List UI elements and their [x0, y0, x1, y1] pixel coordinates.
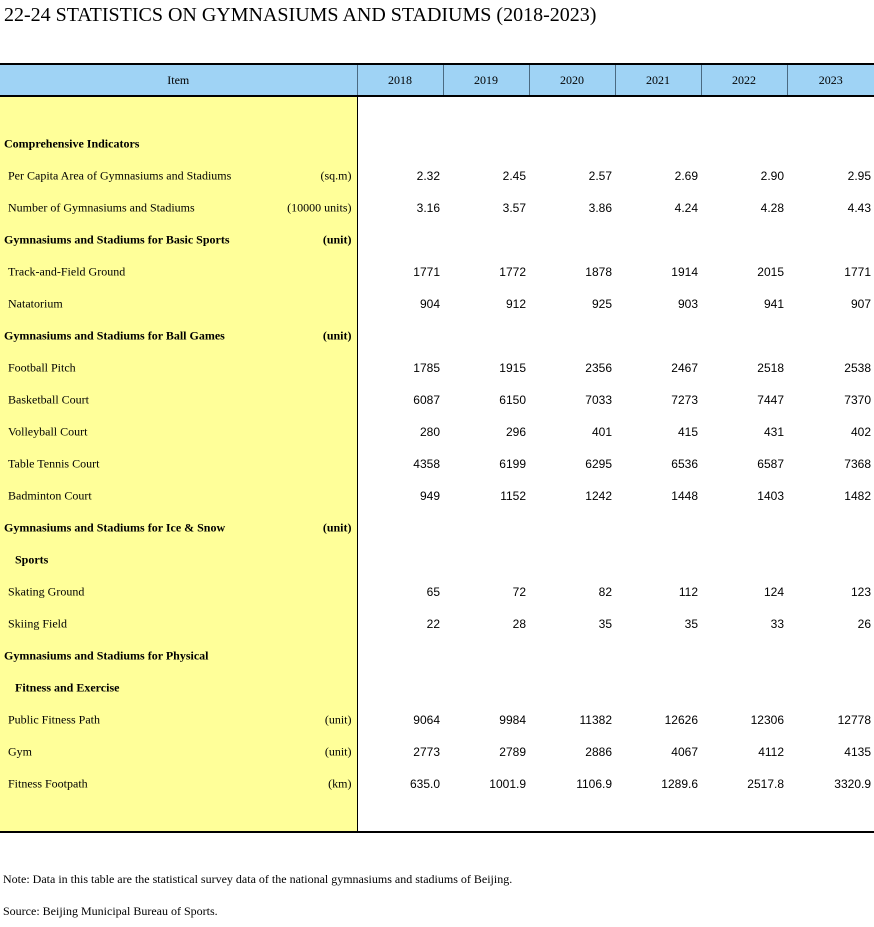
table-cell: 1106.9 — [576, 777, 612, 791]
row-label: Natatorium — [8, 296, 63, 311]
table-cell: 903 — [677, 297, 698, 311]
table-cell: 3.16 — [416, 201, 440, 215]
table-cell: 1448 — [671, 489, 698, 503]
table-cell: 2.45 — [502, 169, 526, 183]
header-year: 2020 — [529, 64, 615, 96]
section-row — [0, 512, 874, 544]
table-cell: 3320.9 — [834, 777, 871, 791]
table-cell: 1915 — [499, 361, 526, 375]
table-cell: 12778 — [837, 713, 871, 727]
table-cell: 4.24 — [674, 201, 698, 215]
row-unit: (unit) — [322, 328, 352, 343]
table-cell: 11382 — [579, 713, 612, 727]
table-cell: 12306 — [750, 713, 784, 727]
table-cell: 123 — [850, 585, 871, 599]
row-unit: (unit) — [324, 744, 352, 759]
table-cell: 6536 — [671, 457, 698, 471]
section-row — [0, 320, 874, 352]
header-year: 2019 — [443, 64, 529, 96]
table-cell: 401 — [591, 425, 612, 439]
table-cell: 6587 — [757, 457, 784, 471]
table-cell: 124 — [763, 585, 784, 599]
table-cell: 2886 — [585, 745, 612, 759]
table-cell: 9064 — [413, 713, 440, 727]
table-cell: 1771 — [413, 265, 440, 279]
row-label: Per Capita Area of Gymnasiums and Stadiums — [8, 168, 232, 183]
table-row — [0, 160, 874, 192]
table-cell: 2356 — [585, 361, 612, 375]
table-cell: 296 — [505, 425, 526, 439]
table-cell: 82 — [598, 585, 612, 599]
table-cell: 1289.6 — [661, 777, 698, 791]
table-cell: 1772 — [499, 265, 526, 279]
table-cell: 28 — [512, 617, 526, 631]
table-cell: 2467 — [671, 361, 698, 375]
table-cell: 2773 — [413, 745, 440, 759]
row-unit: (unit) — [324, 712, 352, 727]
row-unit: (unit) — [322, 232, 352, 247]
table-cell: 35 — [684, 617, 698, 631]
table-cell: 402 — [850, 425, 871, 439]
table-row — [0, 608, 874, 640]
table-cell: 6295 — [585, 457, 612, 471]
statistics-table — [0, 63, 874, 833]
table-note: Note: Data in this table are the statistical survey data of the national gymnasiums and stadiums of Beijing. — [3, 872, 513, 886]
table-cell: 1785 — [413, 361, 440, 375]
table-row — [0, 288, 874, 320]
section-row — [0, 672, 874, 704]
page-title: 22-24 STATISTICS ON GYMNASIUMS AND STADIUMS (2018-2023) — [4, 4, 597, 26]
table-cell: 4135 — [844, 745, 871, 759]
table-row — [0, 480, 874, 512]
table-cell: 431 — [763, 425, 784, 439]
row-label: Badminton Court — [8, 488, 92, 503]
row-label: Gymnasiums and Stadiums for Basic Sports — [4, 232, 230, 247]
row-label: Number of Gymnasiums and Stadiums — [8, 200, 195, 215]
table-cell: 1001.9 — [489, 777, 526, 791]
spacer-row — [0, 800, 874, 832]
table-cell: 3.86 — [588, 201, 612, 215]
row-label: Gymnasiums and Stadiums for Ice & Snow — [4, 520, 226, 535]
table-cell: 1403 — [757, 489, 784, 503]
row-unit: (10000 units) — [287, 200, 352, 215]
row-label: Track-and-Field Ground — [8, 264, 126, 279]
table-cell: 7447 — [757, 393, 784, 407]
row-label: Football Pitch — [8, 360, 76, 375]
table-cell: 1914 — [671, 265, 698, 279]
header-year: 2022 — [701, 64, 787, 96]
table-cell: 280 — [419, 425, 440, 439]
table-row — [0, 352, 874, 384]
row-unit: (sq.m) — [320, 168, 352, 183]
row-unit: (unit) — [322, 520, 352, 535]
table-row — [0, 448, 874, 480]
table-cell: 7370 — [844, 393, 871, 407]
row-label: Sports — [15, 552, 49, 567]
table-cell: 925 — [591, 297, 612, 311]
table-source: Source: Beijing Municipal Bureau of Sports. — [3, 904, 218, 918]
table-row — [0, 576, 874, 608]
table-cell: 2517.8 — [747, 777, 784, 791]
table-cell: 2.90 — [760, 169, 784, 183]
table-cell: 4.28 — [760, 201, 784, 215]
table-cell: 2.57 — [588, 169, 612, 183]
row-label: Fitness and Exercise — [15, 680, 120, 695]
table-cell: 4358 — [413, 457, 440, 471]
row-label: Gymnasiums and Stadiums for Physical — [4, 648, 209, 663]
table-cell: 7033 — [585, 393, 612, 407]
table-cell: 7273 — [671, 393, 698, 407]
table-cell: 9984 — [499, 713, 526, 727]
table-cell: 6087 — [413, 393, 440, 407]
table-cell: 12626 — [664, 713, 698, 727]
table-cell: 1771 — [844, 265, 871, 279]
table-cell: 1242 — [585, 489, 612, 503]
table-cell: 4067 — [671, 745, 698, 759]
table-cell: 26 — [857, 617, 871, 631]
table-cell: 1878 — [585, 265, 612, 279]
row-label: Volleyball Court — [8, 424, 88, 439]
row-label: Fitness Footpath — [8, 776, 88, 791]
table-cell: 949 — [419, 489, 440, 503]
table-row — [0, 384, 874, 416]
table-cell: 65 — [426, 585, 440, 599]
header-year: 2018 — [357, 64, 443, 96]
table-header-row — [0, 64, 874, 96]
table-row — [0, 704, 874, 736]
table-cell: 112 — [678, 585, 698, 599]
table-cell: 941 — [763, 297, 784, 311]
table-cell: 1152 — [500, 489, 526, 503]
section-row — [0, 640, 874, 672]
table-cell: 22 — [426, 617, 440, 631]
row-label: Gymnasiums and Stadiums for Ball Games — [4, 328, 225, 343]
table-cell: 2789 — [499, 745, 526, 759]
header-year: 2021 — [615, 64, 701, 96]
table-cell: 35 — [598, 617, 612, 631]
table-cell: 33 — [770, 617, 784, 631]
table-cell: 2.95 — [847, 169, 871, 183]
table-cell: 6199 — [499, 457, 526, 471]
table-cell: 6150 — [499, 393, 526, 407]
table-cell: 1482 — [844, 489, 871, 503]
table-cell: 912 — [505, 297, 526, 311]
table-row — [0, 416, 874, 448]
table-row — [0, 768, 874, 800]
table-cell: 72 — [512, 585, 526, 599]
row-label: Basketball Court — [8, 392, 89, 407]
section-row — [0, 544, 874, 576]
table-row — [0, 736, 874, 768]
table-cell: 635.0 — [409, 777, 440, 791]
table-cell: 2538 — [844, 361, 871, 375]
table-cell: 415 — [677, 425, 698, 439]
table-cell: 2.32 — [416, 169, 440, 183]
spacer-row — [0, 96, 874, 128]
row-label: Table Tennis Court — [8, 456, 100, 471]
section-row — [0, 224, 874, 256]
table-cell: 2.69 — [674, 169, 698, 183]
header-item: Item — [0, 64, 357, 96]
section-row — [0, 128, 874, 160]
row-label: Public Fitness Path — [8, 712, 101, 727]
row-label: Gym — [8, 744, 32, 759]
row-label: Comprehensive Indicators — [4, 136, 140, 151]
row-unit: (km) — [328, 776, 352, 791]
table-cell: 4.43 — [847, 201, 871, 215]
table-cell: 2015 — [757, 265, 784, 279]
table-cell: 904 — [419, 297, 440, 311]
row-label: Skiing Field — [8, 616, 68, 631]
table-row — [0, 256, 874, 288]
table-cell: 2518 — [757, 361, 784, 375]
table-cell: 3.57 — [502, 201, 526, 215]
table-cell: 7368 — [844, 457, 871, 471]
row-label: Skating Ground — [8, 584, 85, 599]
table-cell: 907 — [850, 297, 871, 311]
table-row — [0, 192, 874, 224]
table-cell: 4112 — [758, 745, 784, 759]
header-year: 2023 — [787, 64, 874, 96]
